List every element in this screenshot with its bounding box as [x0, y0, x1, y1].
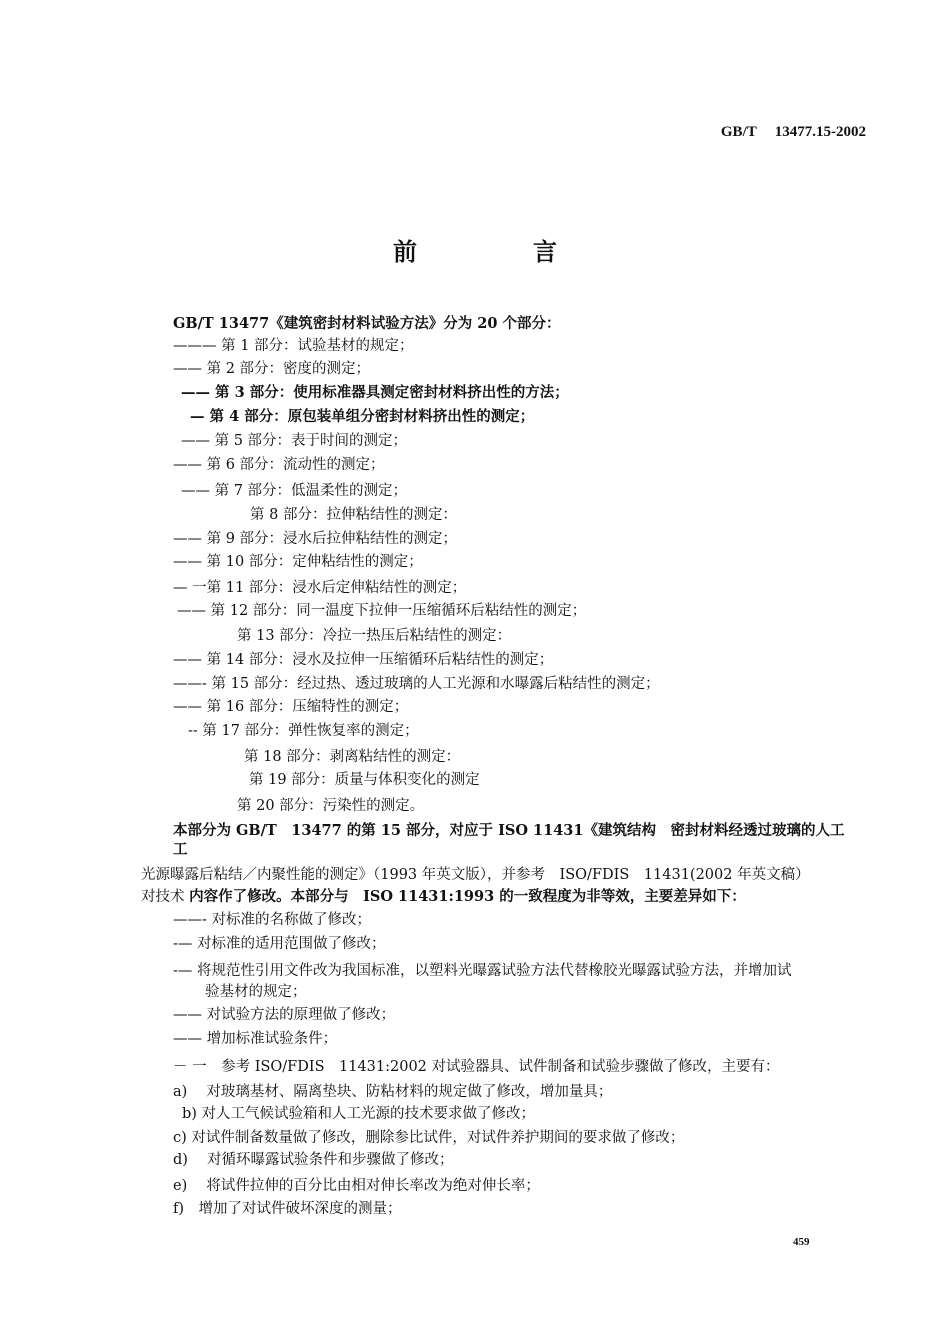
sub-item: b) 对人工气候试验箱和人工光源的技术要求做了修改； [182, 1106, 536, 1122]
part-item: 第 18 部分：剥离粘结性的测定： [244, 749, 461, 765]
sub-item: d) 对循环曝露试验条件和步骤做了修改； [173, 1152, 454, 1168]
paragraph-fragment: 内容作了修改。本部分与 ISO 11431:1993 的一致程度为非等效，主要差异如下： [189, 888, 746, 905]
difference-item: -— 对标准的适用范围做了修改； [173, 936, 386, 952]
standard-number-header [721, 124, 866, 141]
part-item: -- 第 17 部分：弹性恢复率的测定； [188, 723, 419, 739]
sub-item: e) 将试件拉伸的百分比由相对伸长率改为绝对伸长率； [173, 1178, 540, 1194]
part-item: —— 第 3 部分：使用标准器具测定密封材料挤出性的方法； [181, 384, 569, 401]
part-item: —— 第 2 部分：密度的测定； [173, 361, 371, 377]
sub-item: a) 对玻璃基材、隔离垫块、防粘材料的规定做了修改，增加量具； [173, 1084, 613, 1100]
page-number: 459 [793, 1236, 810, 1248]
part-item: —— 第 6 部分：流动性的测定； [173, 457, 385, 473]
paragraph-line: 光源曝露后粘结／内聚性能的测定》（1993 年英文版），并参考 ISO/FDIS 11431(2002 年英文稿） [141, 867, 810, 883]
part-item: —— 第 12 部分：同一温度下拉伸一压缩循环后粘结性的测定； [177, 603, 587, 619]
part-item: ——- 第 15 部分：经过热、透过玻璃的人工光源和水曝露后粘结性的测定； [173, 676, 660, 692]
difference-item: —— 增加标准试验条件； [173, 1031, 338, 1047]
paragraph-fragment: 对技术 [141, 889, 185, 905]
part-item: ——— 第 1 部分：试验基材的规定； [173, 338, 414, 354]
sub-item: c) 对试件制备数量做了修改，删除参比试件，对试件养护期间的要求做了修改； [173, 1130, 685, 1146]
difference-item: ——- 对标准的名称做了修改； [173, 912, 372, 928]
difference-item: —— 对试验方法的原理做了修改； [173, 1007, 396, 1023]
part-item: —— 第 14 部分：浸水及拉伸一压缩循环后粘结性的测定； [173, 652, 554, 668]
part-item: 第 8 部分：拉伸粘结性的测定： [250, 507, 457, 523]
part-item: 第 13 部分：冷拉一热压后粘结性的测定： [237, 628, 512, 644]
part-item: —— 第 5 部分：表于时间的测定； [181, 433, 408, 449]
standard-number: 13477.15-2002 [774, 124, 866, 140]
part-item: —— 第 9 部分：浸水后拉伸粘结性的测定； [173, 531, 458, 547]
sub-item: f) 增加了对试件破坏深度的测量； [173, 1201, 402, 1217]
paragraph-line: 本部分为 GB/T 13477 的第 15 部分，对应于 ISO 11431《建筑结构 密封材料经透过玻璃的人工 [173, 822, 845, 839]
page-title: 前 言 [393, 237, 603, 266]
part-item: — 一第 11 部分：浸水后定伸粘结性的测定； [173, 580, 467, 596]
difference-item-continued: 验基材的规定； [205, 984, 307, 1000]
part-item: —— 第 10 部分：定伸粘结性的测定； [173, 554, 423, 570]
part-item: — 第 4 部分：原包装单组分密封材料挤出性的测定； [190, 408, 535, 425]
difference-item: － 一 参考 ISO/FDIS 11431:2002 对试验器具、试件制备和试验步骤做了修改，主要有： [173, 1059, 780, 1075]
intro-line: GB/T 13477《建筑密封材料试验方法》分为 20 个部分： [173, 315, 561, 332]
paragraph-line [141, 887, 746, 907]
part-item: 第 19 部分：质量与体积变化的测定 [249, 772, 480, 788]
paragraph-line: 工 [173, 841, 188, 858]
standard-prefix: GB/T [720, 124, 757, 140]
part-item: —— 第 7 部分：低温柔性的测定； [181, 483, 408, 499]
part-item: 第 20 部分：污染性的测定。 [237, 798, 425, 814]
part-item: —— 第 16 部分：压缩特性的测定； [173, 699, 409, 715]
difference-item: -— 将规范性引用文件改为我国标准，以塑料光曝露试验方法代替橡胶光曝露试验方法，并增加试 [173, 963, 792, 979]
